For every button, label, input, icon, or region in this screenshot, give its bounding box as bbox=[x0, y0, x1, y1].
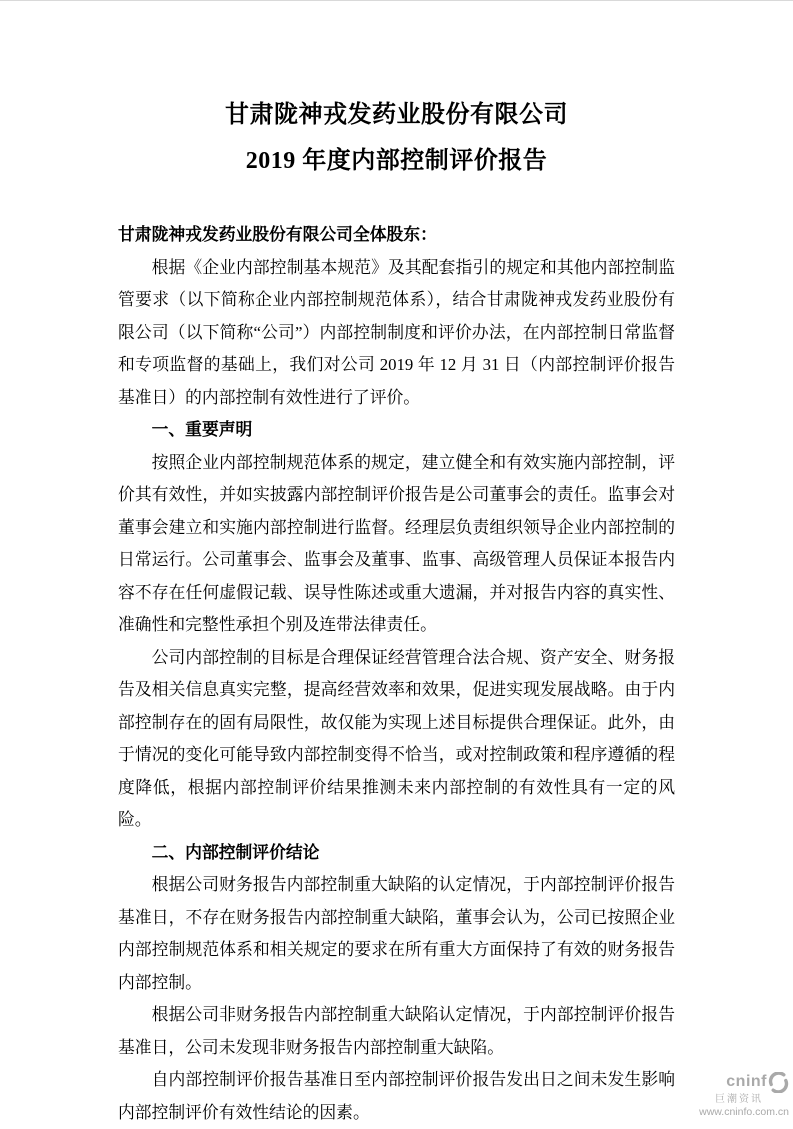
page-content bbox=[118, 1, 675, 1129]
cninfo-url: www.cninfo.com.cn bbox=[699, 1105, 789, 1118]
section-heading-evaluation-conclusion: 二、内部控制评价结论 bbox=[151, 842, 320, 862]
report-body bbox=[118, 219, 675, 1129]
salutation-line: 甘肃陇神戎发药业股份有限公司全体股东： bbox=[118, 225, 437, 244]
paragraph-objectives: 公司内部控制的目标是合理保证经营管理合法合规、资产安全、财务报告及相关信息真实完整，提高经营效率和效果，促进实现发展战略。由于内部控制存在的固有局限性，故仅能为实现上述目标提供合理保证。此外，由于情况的变化可能导致内部控制变得不恰当，或对控制政策和程序遵循的程度降低，根据内部控制评价结果推测未来内部控制的有效性具有一定的风险。 bbox=[118, 647, 675, 829]
paragraph-intro: 根据《企业内部控制基本规范》及其配套指引的规定和其他内部控制监管要求（以下简称企业内部控制规范体系），结合甘肃陇神戎发药业股份有限公司（以下简称“公司”）内部控制制度和评价办法，在内部控制日常监督和专项监督的基础上，我们对公司 2019 年 12 月 31 日（内部控制评价报告基准日）的内部控制有效性进行了评价。 bbox=[118, 257, 675, 407]
report-name-title: 2019 年度内部控制评价报告 bbox=[245, 148, 548, 174]
cninfo-brand-text: cninf bbox=[726, 1073, 767, 1090]
cninfo-swirl-icon bbox=[768, 1072, 789, 1093]
section-heading-important-statement: 一、重要声明 bbox=[151, 420, 253, 439]
paragraph-no-subsequent-factors: 自内部控制评价报告基准日至内部控制评价报告发出日之间未发生影响内部控制评价有效性结论的因素。 bbox=[118, 1070, 675, 1122]
company-name-title: 甘肃陇神戎发药业股份有限公司 bbox=[225, 102, 568, 128]
cninfo-chinese-label: 巨潮资讯 bbox=[715, 1093, 763, 1105]
cninfo-watermark bbox=[699, 1072, 789, 1118]
paragraph-responsibility: 按照企业内部控制规范体系的规定，建立健全和有效实施内部控制，评价其有效性，并如实披露内部控制评价报告是公司董事会的责任。监事会对董事会建立和实施内部控制进行监督。经理层负责组织领导企业内部控制的日常运行。公司董事会、监事会及董事、监事、高级管理人员保证本报告内容不存在任何虚假记载、误导性陈述或重大遗漏，并对报告内容的真实性、准确性和完整性承担个别及连带法律责任。 bbox=[118, 452, 675, 634]
cninfo-logo-row bbox=[726, 1072, 789, 1093]
paragraph-financial-conclusion: 根据公司财务报告内部控制重大缺陷的认定情况，于内部控制评价报告基准日，不存在财务报告内部控制重大缺陷，董事会认为，公司已按照企业内部控制规范体系和相关规定的要求在所有重大方面保持了有效的财务报告内部控制。 bbox=[118, 875, 675, 992]
report-title bbox=[118, 1, 675, 184]
paragraph-nonfinancial-conclusion: 根据公司非财务报告内部控制重大缺陷认定情况，于内部控制评价报告基准日，公司未发现非财务报告内部控制重大缺陷。 bbox=[118, 1005, 675, 1057]
